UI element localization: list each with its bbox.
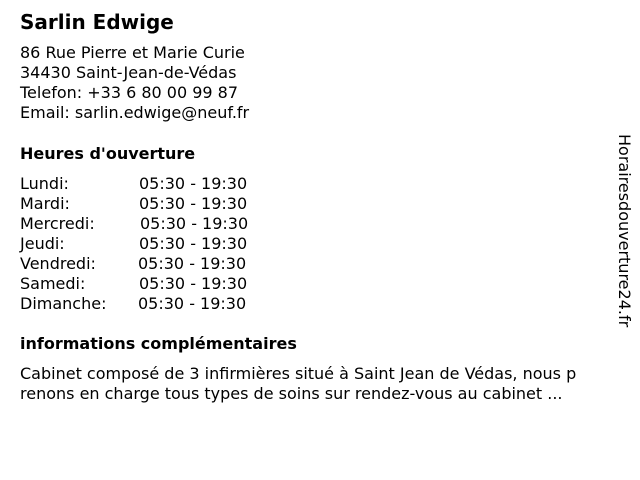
watermark — [611, 134, 639, 354]
info-line: Cabinet composé de 3 infirmières situé à Saint Jean de Védas, nous p — [20, 364, 577, 383]
hours-row-jeudi — [20, 234, 280, 254]
info-title: informations complémentaires — [20, 334, 297, 353]
hours-time: 05:30 - 19:30 — [139, 174, 248, 193]
hours-time: 05:30 - 19:30 — [139, 194, 248, 213]
hours-time: 05:30 - 19:30 — [138, 254, 247, 273]
hours-day: Mercredi: — [20, 214, 95, 233]
hours-day: Mardi: — [20, 194, 70, 213]
hours-time: 05:30 - 19:30 — [140, 214, 249, 233]
hours-title: Heures d'ouverture — [20, 144, 196, 163]
info-description — [20, 364, 628, 404]
hours-day: Vendredi: — [20, 254, 96, 273]
email-address: Email: sarlin.edwige@neuf.fr — [20, 103, 250, 122]
hours-row-mardi — [20, 194, 280, 214]
info-line: renons en charge tous types de soins sur rendez-vous au cabinet ... — [20, 384, 563, 403]
hours-day: Lundi: — [20, 174, 69, 193]
hours-time: 05:30 - 19:30 — [139, 234, 248, 253]
hours-row-vendredi — [20, 254, 280, 274]
hours-day: Jeudi: — [20, 234, 65, 253]
watermark-text: Horairesdouverture24.fr — [615, 134, 634, 328]
street-address: 86 Rue Pierre et Marie Curie — [20, 43, 245, 62]
hours-day: Dimanche: — [20, 294, 107, 313]
phone-number: Telefon: +33 6 80 00 99 87 — [20, 83, 239, 102]
city-address: 34430 Saint-Jean-de-Védas — [20, 63, 237, 82]
address-block — [20, 43, 249, 123]
hours-time: 05:30 - 19:30 — [138, 294, 247, 313]
hours-row-mercredi — [20, 214, 280, 234]
business-name: Sarlin Edwige — [20, 10, 174, 34]
hours-row-lundi — [20, 174, 280, 194]
hours-time: 05:30 - 19:30 — [139, 274, 248, 293]
hours-row-dimanche — [20, 294, 280, 314]
hours-day: Samedi: — [20, 274, 86, 293]
hours-row-samedi — [20, 274, 280, 294]
hours-list — [20, 174, 280, 314]
